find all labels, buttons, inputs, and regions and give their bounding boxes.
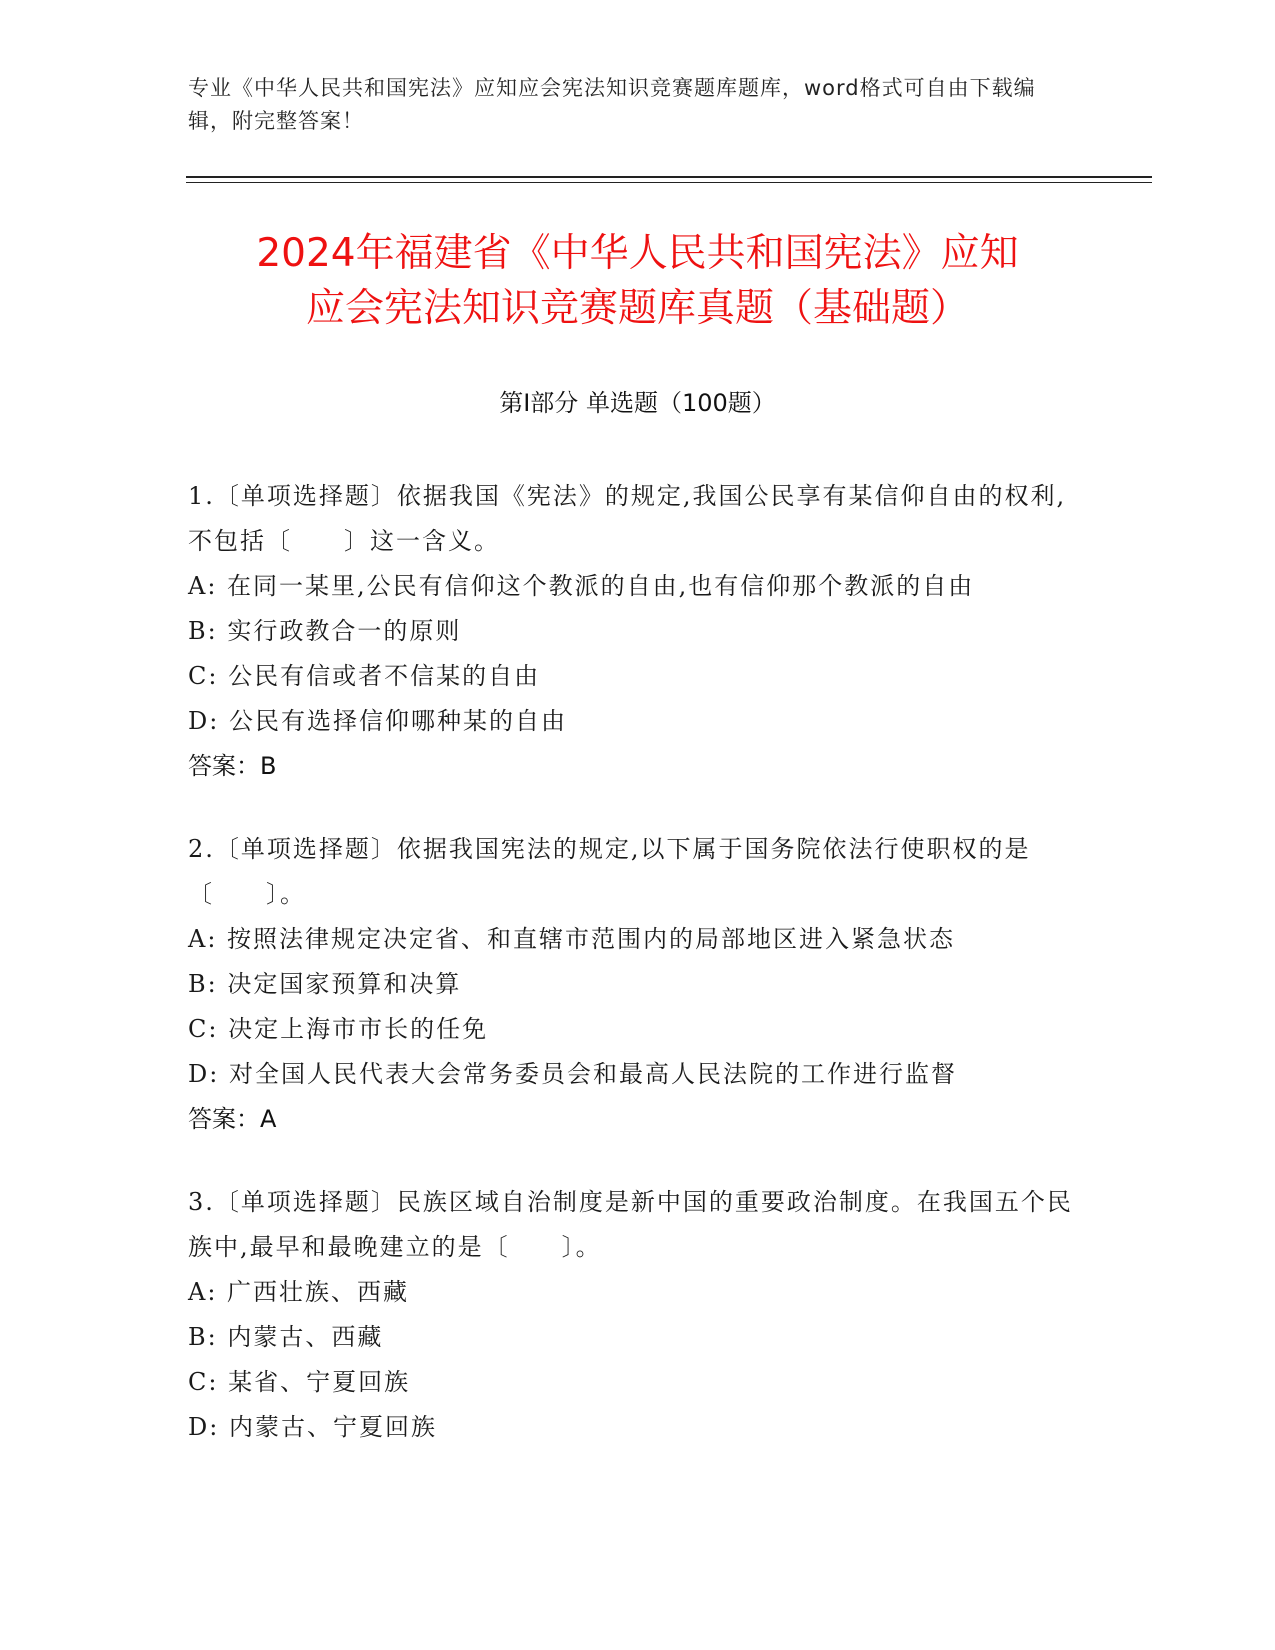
document-title-line-1: 2024年福建省《中华人民共和国宪法》应知 bbox=[256, 231, 1019, 276]
question-3 bbox=[188, 1180, 1088, 1450]
question-1 bbox=[188, 474, 1088, 789]
header-note: 专业《中华人民共和国宪法》应知应会宪法知识竞赛题库题库，word格式可自由下载编辑，附完整答案！ bbox=[188, 76, 1036, 133]
header-divider-thin bbox=[186, 182, 1152, 183]
option-a: A: 按照法律规定决定省、和直辖市范围内的局部地区进入紧急状态 bbox=[188, 925, 956, 953]
option-c: C: 某省、宁夏回族 bbox=[188, 1368, 411, 1396]
question-stem: 2.〔单项选择题〕依据我国宪法的规定,以下属于国务院依法行使职权的是〔 〕。 bbox=[188, 835, 1031, 908]
option-d: D: 内蒙古、宁夏回族 bbox=[188, 1413, 437, 1441]
question-stem: 3.〔单项选择题〕民族区域自治制度是新中国的重要政治制度。在我国五个民族中,最早和最晚建立的是〔 〕。 bbox=[188, 1188, 1073, 1261]
option-c: C: 决定上海市市长的任免 bbox=[188, 1015, 489, 1043]
answer: 答案：A bbox=[188, 1105, 277, 1133]
answer: 答案：B bbox=[188, 752, 277, 780]
option-b: B: 内蒙古、西藏 bbox=[188, 1323, 384, 1351]
section-title: 第Ⅰ部分 单选题（100题） bbox=[499, 389, 776, 417]
header-divider-thick bbox=[186, 176, 1152, 178]
document-title bbox=[150, 226, 1125, 336]
option-b: B: 决定国家预算和决算 bbox=[188, 970, 462, 998]
option-c: C: 公民有信或者不信某的自由 bbox=[188, 662, 541, 690]
question-2 bbox=[188, 827, 1088, 1142]
document-title-line-2: 应会宪法知识竞赛题库真题（基础题） bbox=[305, 286, 969, 331]
option-d: D: 公民有选择信仰哪种某的自由 bbox=[188, 707, 567, 735]
option-a: A: 在同一某里,公民有信仰这个教派的自由,也有信仰那个教派的自由 bbox=[188, 572, 975, 600]
option-a: A: 广西壮族、西藏 bbox=[188, 1278, 410, 1306]
option-b: B: 实行政教合一的原则 bbox=[188, 617, 462, 645]
question-list bbox=[188, 474, 1088, 1488]
question-stem: 1.〔单项选择题〕依据我国《宪法》的规定,我国公民享有某信仰自由的权利,不包括〔 〕这一含义。 bbox=[188, 482, 1067, 555]
option-d: D: 对全国人民代表大会常务委员会和最高人民法院的工作进行监督 bbox=[188, 1060, 957, 1088]
